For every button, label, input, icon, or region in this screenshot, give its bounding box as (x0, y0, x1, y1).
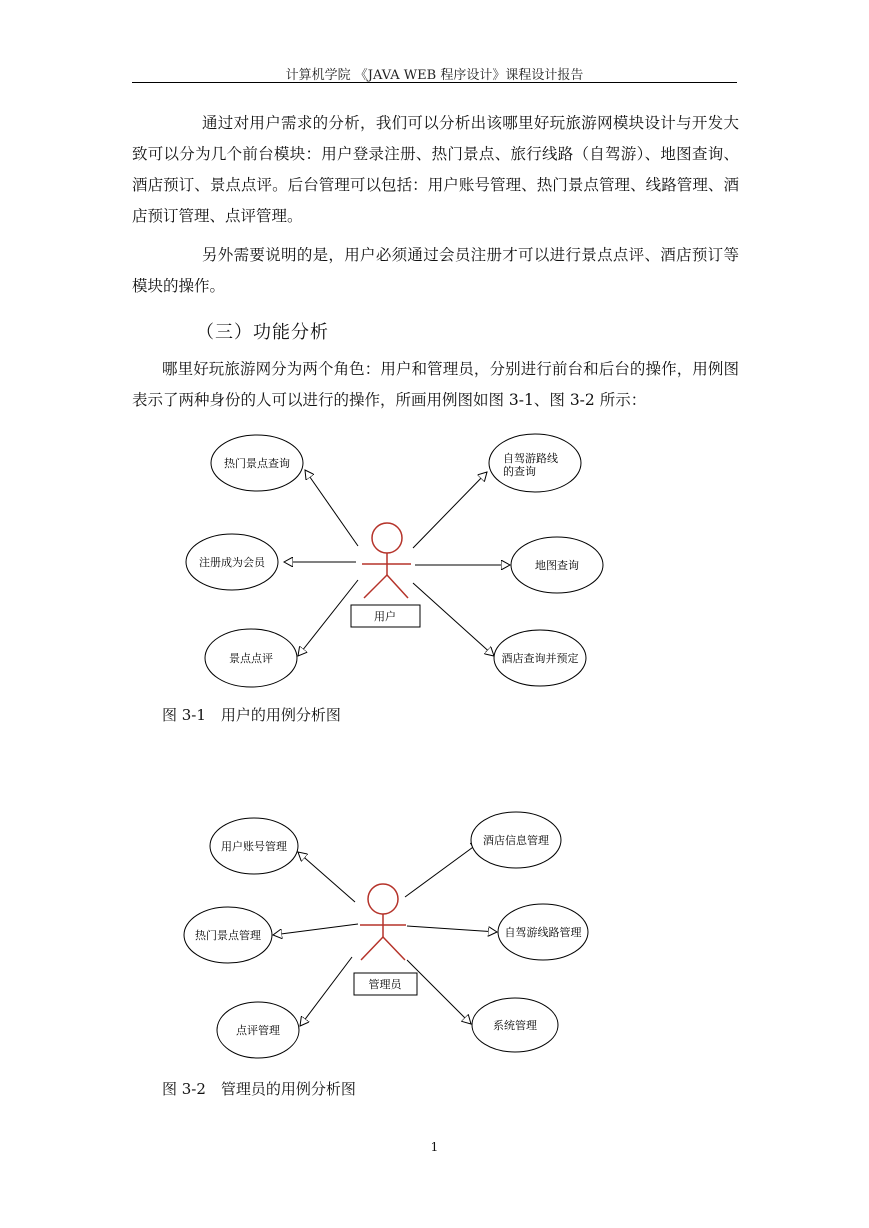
assoc-hotel-info (405, 842, 480, 897)
paragraph-note: 另外需要说明的是，用户必须通过会员注册才可以进行景点点评、酒店预订等模块的操作。 (132, 246, 739, 295)
figure-2-caption: 图 3-2 管理员的用例分析图 (162, 1080, 356, 1098)
use-case-register-label: 注册成为会员 (199, 556, 265, 569)
admin-actor-icon (360, 884, 406, 960)
paragraph-requirements: 通过对用户需求的分析，我们可以分析出该哪里好玩旅游网模块设计与开发大致可以分为几个前台模块：用户登录注册、热门景点、旅行线路（自驾游）、地图查询、酒店预订、景点点评。后台管理可以包括：用户账号管理、热门景点管理、线路管理、酒店预订管理、点评管理。 (132, 114, 739, 225)
use-case-review-label: 景点点评 (229, 652, 273, 665)
assoc-accounts (298, 852, 355, 902)
page-number: 1 (430, 1140, 439, 1154)
use-case-admin-hot-spots-label: 热门景点管理 (195, 929, 261, 942)
use-case-hotel-info-label: 酒店信息管理 (483, 834, 549, 847)
use-case-hot-spots-label: 热门景点查询 (224, 457, 290, 470)
assoc-admin-hot-spots (273, 924, 358, 935)
use-case-hotel-label: 酒店查询并预定 (501, 652, 579, 665)
figure-1-caption: 图 3-1 用户的用例分析图 (162, 706, 341, 724)
use-case-route-label-2: 的查询 (503, 465, 536, 478)
use-case-map-label: 地图查询 (535, 559, 579, 572)
page-header: 计算机学院 《JAVA WEB 程序设计》课程设计报告 (285, 68, 584, 83)
assoc-routes (407, 926, 497, 932)
assoc-reviews (300, 957, 352, 1026)
use-case-system-label: 系统管理 (493, 1019, 537, 1032)
admin-actor-label: 管理员 (368, 978, 402, 991)
use-case-reviews-label: 点评管理 (236, 1024, 280, 1037)
section-heading: （三）功能分析 (196, 322, 329, 343)
paragraph-roles: 哪里好玩旅游网分为两个角色：用户和管理员，分别进行前台和后台的操作，用例图表示了两种身份的人可以进行的操作，所画用例图如图 3-1、图 3-2 所示： (132, 360, 739, 409)
use-case-accounts-label: 用户账号管理 (221, 840, 287, 853)
use-case-route-label-1: 自驾游路线 (503, 452, 558, 465)
user-actor-label: 用户 (374, 610, 396, 623)
use-case-routes-label: 自驾游线路管理 (504, 926, 582, 939)
